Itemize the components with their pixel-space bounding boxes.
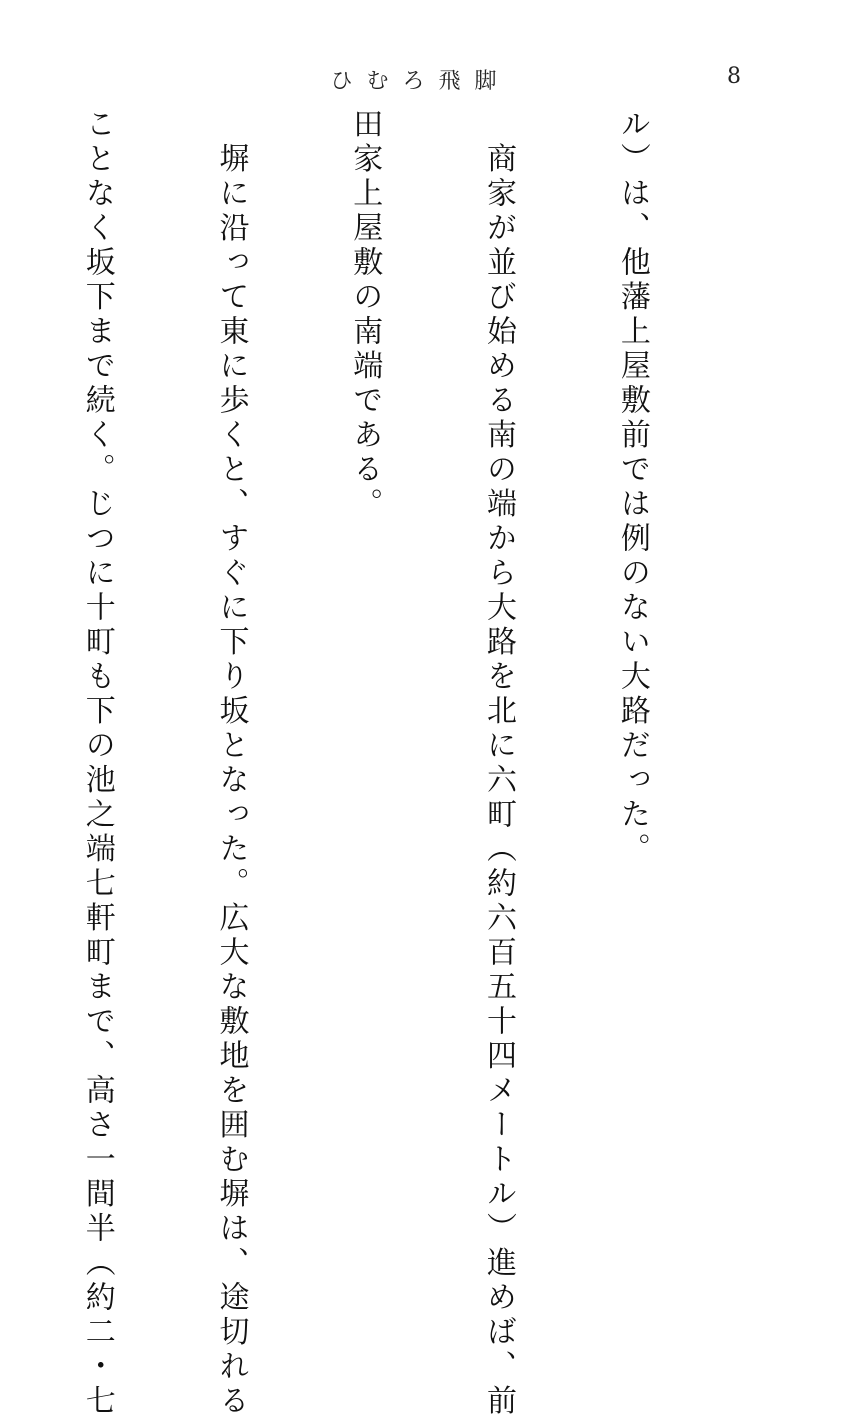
page-number: 8 xyxy=(727,64,741,89)
text-line: 田家上屋敷の南端である。 xyxy=(347,108,383,522)
text-line: 塀に沿って東に歩くと、すぐに下り坂となった。広大な敷地を囲む塀は、途切れる xyxy=(213,108,249,1419)
vertical-text-body xyxy=(79,108,743,1419)
running-header-title: ひむろ飛脚 xyxy=(330,69,511,94)
text-line: 商家が並び始める南の端から大路を北に六町（約六百五十四メートル）進めば、前 xyxy=(481,108,517,1419)
text-line: ことなく坂下まで続く。じつに十町も下の池之端七軒町まで、高さ一間半（約二・七 xyxy=(79,108,115,1419)
text-line: ル）は、他藩上屋敷前では例のない大路だった。 xyxy=(614,108,650,867)
